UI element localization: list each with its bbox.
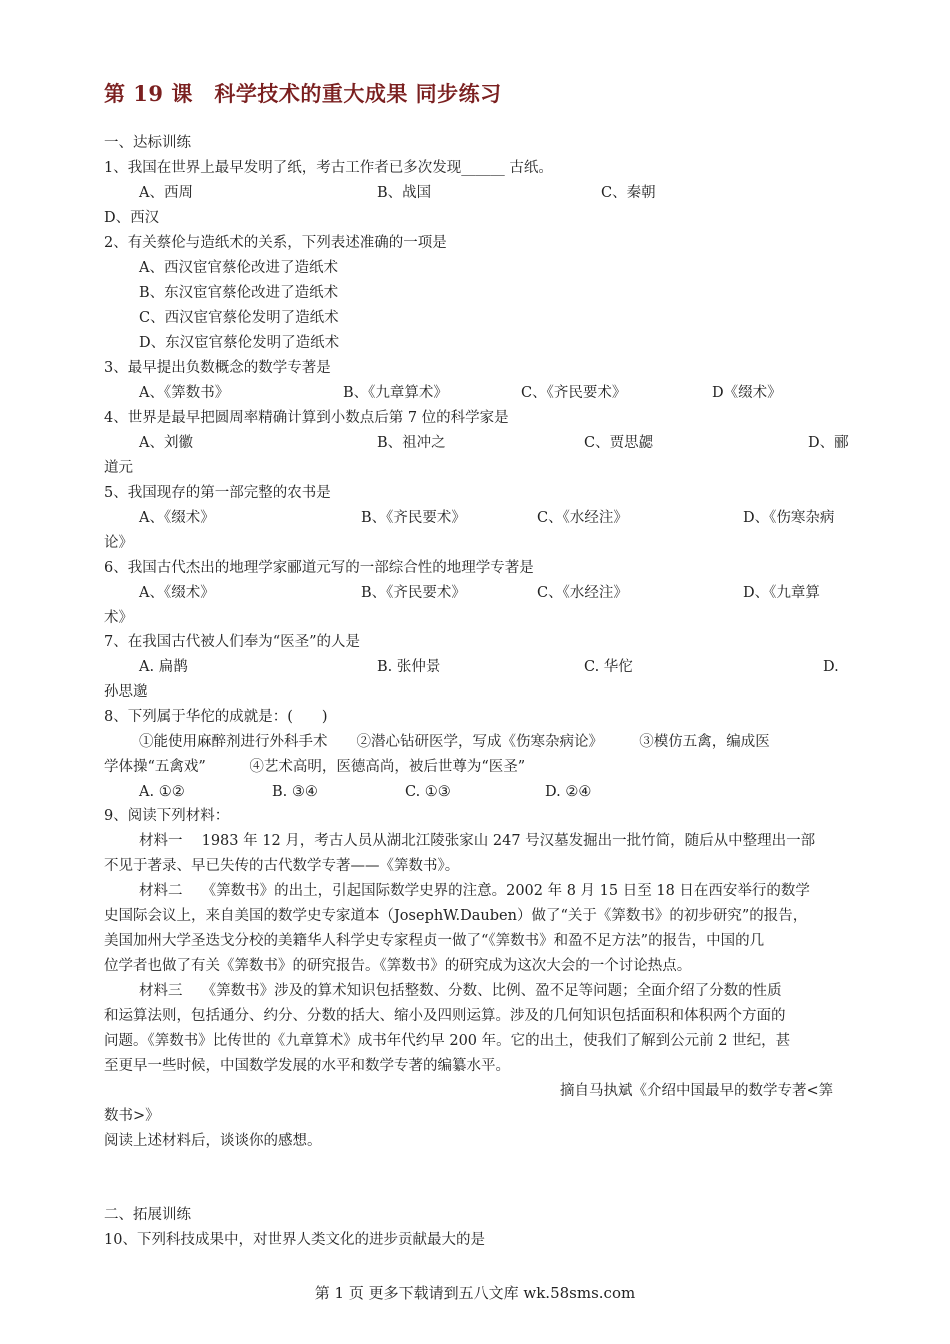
- material-three-continued: 和运算法则，包括通分、约分、分数的括大、缩小及四则运算。涉及的几何知识包括面积和体积两个方面的: [104, 1008, 786, 1024]
- material-one: 材料一 1983 年 12 月，考古人员从湖北江陵张家山 247 号汉墓发掘出一批竹简，随后从中整理出一部: [139, 833, 816, 849]
- section-heading: 二、拓展训练: [104, 1207, 191, 1223]
- page-title: 第 19 课 科学技术的重大成果 同步练习: [104, 81, 502, 106]
- source-citation-continued: 数书>》: [104, 1108, 160, 1124]
- option-d-continued: 道元: [104, 460, 133, 476]
- option-d: D、西汉: [104, 210, 160, 226]
- option-d: D、郦: [808, 435, 849, 451]
- option-b: B、《齐民要术》: [361, 585, 466, 601]
- section-heading: 一、达标训练: [104, 135, 191, 151]
- option-a: A、《缀术》: [139, 585, 215, 601]
- question-stem: 4、世界是最早把圆周率精确计算到小数点后第 7 位的科学家是: [104, 410, 509, 426]
- material-three-continued: 至更早一些时候，中国数学发展的水平和数学专著的编纂水平。: [104, 1058, 510, 1074]
- option-a: A、刘徽: [139, 435, 193, 451]
- option-d-continued: 术》: [104, 610, 133, 626]
- option-c: C、《水经注》: [537, 510, 628, 526]
- material-two-continued: 美国加州大学圣迭戈分校的美籍华人科学史专家程贞一做了“《筭数书》和盈不足方法”的报告，中国的几: [104, 933, 765, 949]
- question-stem: 10、下列科技成果中，对世界人类文化的进步贡献最大的是: [104, 1232, 485, 1248]
- option-c: C. 华佗: [584, 659, 633, 675]
- question-stem: 8、下列属于华佗的成就是：( ): [104, 709, 328, 725]
- option-c: C、《水经注》: [537, 585, 628, 601]
- option-b: B、《九章算术》: [343, 385, 448, 401]
- option-a: A、西汉宦官蔡伦改进了造纸术: [139, 260, 338, 276]
- option-d: D、《伤寒杂病: [743, 510, 835, 526]
- option-d-continued: 孙思邈: [104, 684, 148, 700]
- material-one-continued: 不见于著录、早已失传的古代数学专著——《筭数书》。: [104, 858, 460, 874]
- material-two-continued: 史国际会议上，来自美国的数学史专家道本（JosephW.Dauben）做了“关于《筭数书》的初步研究”的报告，: [104, 908, 808, 924]
- question-stem: 2、有关蔡伦与造纸术的关系，下列表述准确的一项是: [104, 235, 447, 251]
- page-footer: 第 1 页 更多下载请到五八文库 wk.58sms.com: [314, 1284, 636, 1302]
- question-items: ①能使用麻醉剂进行外科手术 ②潜心钻研医学，写成《伤寒杂病论》 ③模仿五禽，编成医: [139, 734, 770, 750]
- question-stem: 3、最早提出负数概念的数学专著是: [104, 360, 331, 376]
- option-a: A、《筭数书》: [139, 385, 230, 401]
- source-citation: 摘自马执斌《介绍中国最早的数学专著<筭: [560, 1083, 834, 1099]
- question-stem: 1、我国在世界上最早发明了纸，考古工作者已多次发现______ 古纸。: [104, 160, 553, 176]
- option-b: B、《齐民要术》: [361, 510, 466, 526]
- question-stem: 9、阅读下列材料：: [104, 808, 230, 824]
- option-b: B. ③④: [272, 784, 318, 800]
- option-a: A、西周: [139, 185, 193, 201]
- option-d: D.: [823, 659, 839, 675]
- option-c: C、《齐民要术》: [521, 385, 627, 401]
- question-stem: 6、我国古代杰出的地理学家郦道元写的一部综合性的地理学专著是: [104, 560, 534, 576]
- material-two-continued: 位学者也做了有关《筭数书》的研究报告。《筭数书》的研究成为这次大会的一个讨论热点。: [104, 958, 692, 974]
- question-items-continued: 学体操“五禽戏” ④艺术高明，医德高尚，被后世尊为“医圣”: [104, 759, 526, 775]
- option-d: D、东汉宦官蔡伦发明了造纸术: [139, 335, 340, 351]
- option-d: D. ②④: [545, 784, 592, 800]
- option-b: B. 张仲景: [377, 659, 441, 675]
- material-three: 材料三 《筭数书》涉及的算术知识包括整数、分数、比例、盈不足等问题；全面介绍了分数的性质: [139, 983, 782, 999]
- option-c: C、秦朝: [601, 185, 656, 201]
- option-a: A. ①②: [139, 784, 185, 800]
- option-b: B、东汉宦官蔡伦改进了造纸术: [139, 285, 339, 301]
- option-c: C、西汉宦官蔡伦发明了造纸术: [139, 310, 339, 326]
- option-d-continued: 论》: [104, 535, 133, 551]
- option-a: A. 扁鹊: [139, 659, 188, 675]
- option-c: C、贾思勰: [584, 435, 654, 451]
- material-three-continued: 问题。《筭数书》比传世的《九章算术》成书年代约早 200 年。它的出土，使我们了解到公元前 2 世纪，甚: [104, 1033, 791, 1049]
- option-a: A、《缀术》: [139, 510, 215, 526]
- question-prompt: 阅读上述材料后，谈谈你的感想。: [104, 1133, 322, 1149]
- option-d: D《缀术》: [712, 385, 782, 401]
- option-b: B、祖冲之: [377, 435, 446, 451]
- option-b: B、战国: [377, 185, 432, 201]
- question-stem: 7、在我国古代被人们奉为“医圣”的人是: [104, 634, 361, 650]
- question-stem: 5、我国现存的第一部完整的农书是: [104, 485, 331, 501]
- material-two: 材料二 《筭数书》的出土，引起国际数学史界的注意。2002 年 8 月 15 日至 18 日在西安举行的数学: [139, 883, 810, 899]
- option-d: D、《九章算: [743, 585, 820, 601]
- option-c: C. ①③: [405, 784, 451, 800]
